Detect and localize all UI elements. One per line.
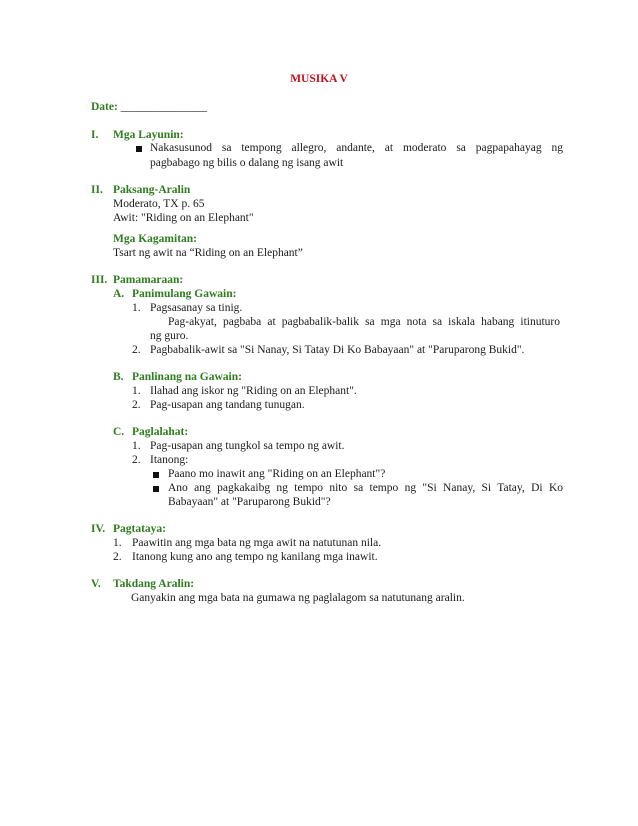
section-1-bullet-line-2: pagbabago ng bilis o dalang ng isang awit: [150, 157, 344, 169]
sub-b-letter: B.: [113, 371, 124, 383]
sub-c-bullet-2-line-b: Babayaan" at "Paruparong Bukid"?: [168, 496, 331, 508]
sub-b-item-1: Ilahad ang iskor ng "Riding on an Elephant".: [150, 385, 357, 397]
sub-a-item-1-detail-b: ng guro.: [150, 330, 189, 342]
section-4-num-1: 1.: [113, 537, 122, 549]
sub-c-bullet-2-line-a: Ano ang pagkakaibg ng tempo nito sa tempo ng "Si Nanay, Si Tatay, Di Ko: [168, 482, 563, 494]
sub-c-heading: Paglalahat:: [132, 426, 189, 438]
bullet-square-icon: [153, 486, 159, 492]
section-1-bullet-line-1: Nakasusunod sa tempong allegro, andante, at moderato sa pagpapahayag ng: [150, 142, 563, 154]
section-2-line-1: Moderato, TX p. 65: [113, 198, 205, 210]
section-2-number: II.: [91, 184, 103, 196]
section-1-heading: Mga Layunin:: [113, 129, 184, 141]
sub-a-item-1: Pagsasanay sa tinig.: [150, 302, 243, 314]
sub-a-num-1: 1.: [132, 302, 141, 314]
section-4-heading: Pagtataya:: [113, 523, 167, 535]
bullet-square-icon: [153, 472, 159, 478]
date-line: [91, 101, 207, 113]
section-5-line: Ganyakin ang mga bata na gumawa ng paglalagom sa natutunang aralin.: [131, 592, 465, 604]
section-4-number: IV.: [91, 523, 106, 535]
sub-b-item-2: Pag-usapan ang tandang tunugan.: [150, 399, 305, 411]
sub-c-num-1: 1.: [132, 440, 141, 452]
sub-c-num-2: 2.: [132, 454, 141, 466]
section-4-item-1: Paawitin ang mga bata ng mga awit na natutunan nila.: [132, 537, 382, 549]
sub-a-num-2: 2.: [132, 344, 141, 356]
sub-b-heading: Panlinang na Gawain:: [132, 371, 242, 383]
sub-b-num-2: 2.: [132, 399, 141, 411]
section-2-heading: Paksang-Aralin: [113, 184, 191, 196]
section-5-heading: Takdang Aralin:: [113, 578, 195, 590]
section-4-num-2: 2.: [113, 551, 122, 563]
sub-a-item-2: Pagbabalik-awit sa "Si Nanay, Si Tatay Di Ko Babayaan" at "Paruparong Bukid".: [150, 344, 525, 356]
date-label: Date:: [91, 101, 118, 113]
section-5-number: V.: [91, 578, 101, 590]
sub-a-item-1-detail-a: Pag-akyat, pagbaba at pagbabalik-balik sa mga nota sa iskala habang itinuturo: [168, 316, 560, 328]
section-2-line-2: Awit: "Riding on an Elephant": [113, 212, 254, 224]
document-title: MUSIKA V: [290, 73, 348, 85]
section-3-heading: Pamamaraan:: [113, 274, 184, 286]
sub-c-item-1: Pag-usapan ang tungkol sa tempo ng awit.: [150, 440, 345, 452]
sub-c-item-2: Itanong:: [150, 454, 189, 466]
sub-c-letter: C.: [113, 426, 125, 438]
section-1-number: I.: [91, 129, 99, 141]
sub-c-bullet-1: Paano mo inawit ang "Riding on an Elephant"?: [168, 468, 386, 480]
sub-b-num-1: 1.: [132, 385, 141, 397]
date-blank: _______________: [120, 101, 207, 113]
section-2-sub-heading: Mga Kagamitan:: [113, 233, 198, 245]
section-2-sub-line: Tsart ng awit na “Riding on an Elephant”: [113, 247, 303, 259]
section-3-number: III.: [91, 274, 108, 286]
sub-a-heading: Panimulang Gawain:: [132, 288, 237, 300]
bullet-square-icon: [136, 146, 142, 152]
sub-a-letter: A.: [113, 288, 125, 300]
section-4-item-2: Itanong kung ano ang tempo ng kanilang mga inawit.: [132, 551, 378, 563]
